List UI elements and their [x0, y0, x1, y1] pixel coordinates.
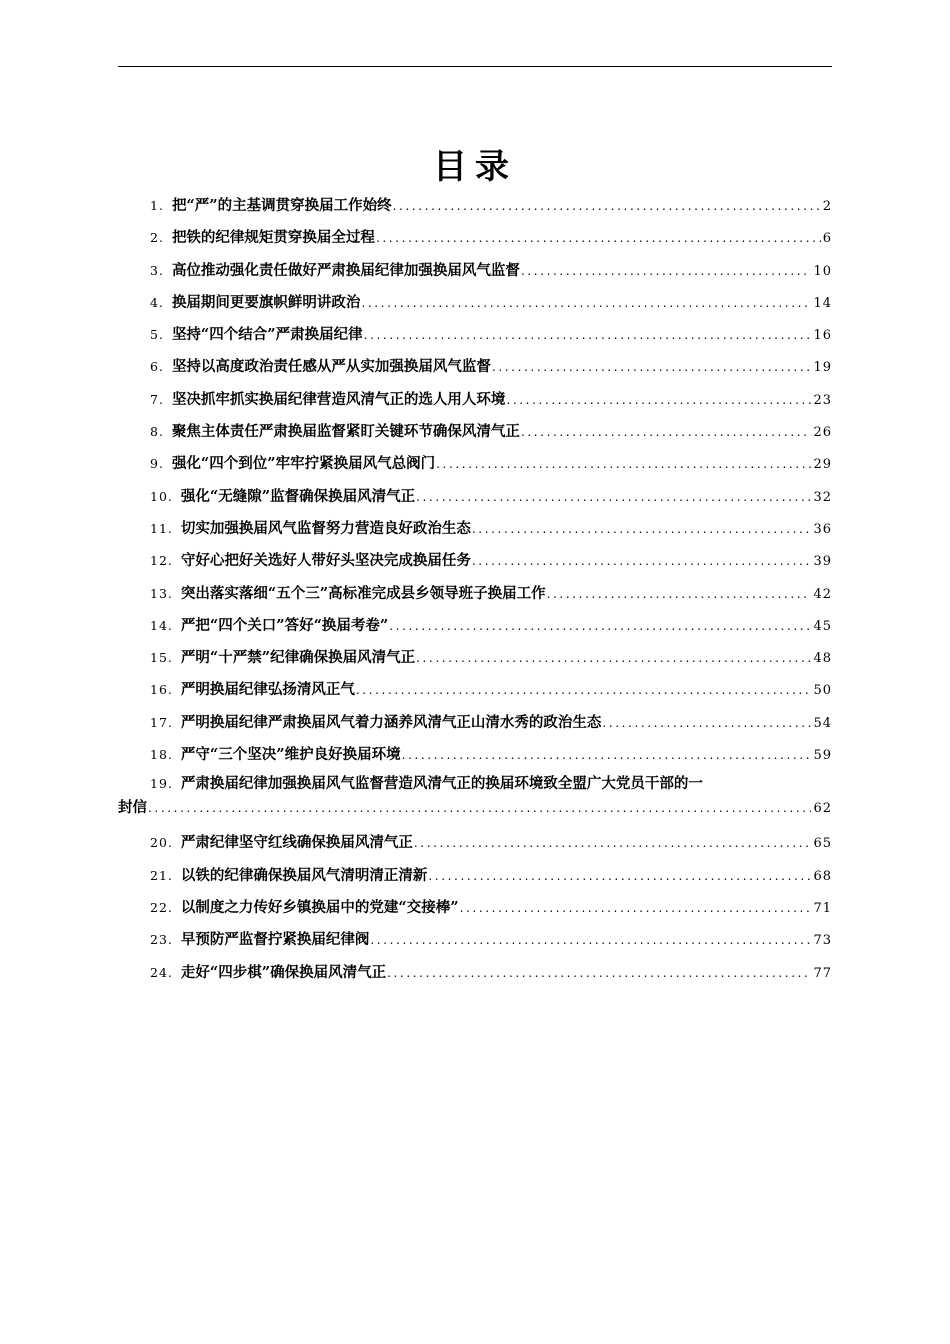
toc-entry-page: 36	[813, 521, 832, 537]
toc-entry-number: 24.	[150, 964, 173, 980]
toc-entry-page: 50	[813, 683, 832, 699]
toc-entry-number: 6.	[150, 359, 164, 375]
toc-entry[interactable]	[118, 416, 832, 448]
toc-entry-number: 11.	[150, 520, 173, 536]
toc-entry-page: 6	[822, 231, 832, 247]
toc-entry[interactable]	[118, 545, 832, 577]
toc-entry-title: 严把“四个关口”答好“换届考卷”	[180, 616, 389, 634]
toc-entry-number: 18.	[150, 747, 173, 763]
toc-entry-title: 高位推动强化责任做好严肃换届纪律加强换届风气监督	[171, 261, 520, 279]
toc-entry-page: 14	[813, 295, 832, 311]
toc-entry-number: 19.	[150, 776, 173, 792]
toc-entry-number: 23.	[150, 932, 173, 948]
toc-entry-title: 坚持以高度政治责任感从严从实加强换届风气监督	[171, 358, 491, 376]
toc-entry[interactable]	[118, 384, 832, 416]
toc-entry-title: 严明“十严禁”纪律确保换届风清气正	[180, 649, 416, 667]
toc-entry[interactable]	[118, 481, 832, 513]
toc-entry-page: 23	[813, 392, 832, 408]
toc-entry-title: 把“严”的主基调贯穿换届工作始终	[171, 197, 392, 214]
toc-entry[interactable]	[118, 739, 832, 771]
toc-entry-number: 8.	[150, 424, 164, 440]
toc-entry-title: 强化“四个到位”牢牢拧紧换届风气总阀门	[171, 455, 436, 473]
toc-entry-title: 严明换届纪律严肃换届风气着力涵养风清气正山清水秀的政治生态	[180, 713, 602, 731]
toc-entry-title: 守好心把好关选好人带好头坚决完成换届任务	[180, 552, 471, 570]
toc-entry[interactable]	[118, 827, 832, 859]
toc-entry[interactable]	[118, 957, 832, 989]
toc-entry-page: 71	[813, 900, 832, 916]
toc-dot-leader	[376, 222, 821, 254]
toc-entry-title: 强化“无缝隙”监督确保换届风清气正	[180, 487, 416, 505]
toc-entry[interactable]	[118, 287, 832, 319]
toc-entry-title: 严明换届纪律弘扬清风正气	[180, 681, 355, 699]
toc-entry-page: 48	[813, 651, 832, 667]
toc-entry-number: 1.	[150, 198, 164, 213]
toc-dot-leader	[370, 924, 811, 956]
toc-entry-continuation[interactable]	[118, 797, 832, 827]
toc-dot-leader	[356, 674, 812, 706]
toc-list	[118, 190, 832, 989]
toc-entry-title: 严肃换届纪律加强换届风气监督营造风清气正的换届环境致全盟广大党员干部的一	[180, 775, 703, 793]
toc-entry[interactable]	[118, 319, 832, 351]
toc-entry-title: 坚决抓牢抓实换届纪律营造风清气正的选人用人环境	[171, 390, 506, 408]
toc-dot-leader	[602, 707, 811, 739]
toc-dot-leader	[387, 957, 811, 989]
toc-entry-page: 19	[813, 360, 832, 376]
toc-dot-leader	[460, 892, 812, 924]
toc-entry-title: 把铁的纪律规矩贯穿换届全过程	[171, 229, 375, 247]
header-rule	[118, 66, 832, 67]
toc-dot-leader	[416, 481, 811, 513]
toc-dot-leader	[492, 351, 812, 383]
toc-dot-leader	[547, 578, 812, 610]
toc-entry-page: 42	[813, 586, 832, 602]
toc-entry-number: 22.	[150, 899, 173, 915]
toc-entry-page: 26	[813, 425, 832, 441]
toc-dot-leader	[389, 610, 811, 642]
toc-entry-number: 9.	[150, 456, 164, 472]
toc-dot-leader	[521, 255, 812, 287]
toc-entry-page: 54	[813, 715, 832, 731]
toc-entry[interactable]	[118, 707, 832, 739]
toc-entry-number: 10.	[150, 488, 173, 504]
toc-entry[interactable]	[118, 860, 832, 892]
toc-entry[interactable]	[118, 351, 832, 383]
toc-entry-page: 16	[813, 328, 832, 344]
toc-dot-leader	[472, 513, 812, 545]
toc-entry-number: 16.	[150, 682, 173, 698]
toc-entry[interactable]	[118, 222, 832, 254]
toc-entry[interactable]	[118, 924, 832, 956]
toc-entry[interactable]	[118, 771, 832, 797]
toc-entry-page: 2	[822, 199, 832, 214]
toc-entry-page: 10	[813, 263, 832, 279]
toc-dot-leader	[472, 545, 812, 577]
toc-entry-page: 32	[813, 489, 832, 505]
toc-entry[interactable]	[118, 642, 832, 674]
toc-entry-number: 15.	[150, 650, 173, 666]
toc-entry-number: 21.	[150, 867, 173, 883]
toc-dot-leader	[364, 319, 812, 351]
toc-entry-title: 严肃纪律坚守红线确保换届风清气正	[180, 834, 413, 852]
toc-dot-leader	[393, 190, 821, 222]
toc-entry-page: 29	[813, 457, 832, 473]
toc-entry-title: 聚焦主体责任严肃换届监督紧盯关键环节确保风清气正	[171, 423, 520, 441]
toc-entry-title-continued: 封信	[118, 799, 147, 817]
toc-entry[interactable]	[118, 190, 832, 222]
toc-entry-number: 7.	[150, 391, 164, 407]
toc-entry-title: 突出落实落细“五个三”高标准完成县乡领导班子换届工作	[180, 584, 546, 602]
toc-dot-leader	[402, 739, 812, 771]
toc-dot-leader	[148, 797, 811, 819]
toc-title: 目录	[433, 147, 517, 187]
toc-entry-title: 走好“四步棋”确保换届风清气正	[180, 963, 387, 981]
toc-entry-number: 13.	[150, 585, 173, 601]
toc-entry-title: 换届期间更要旗帜鲜明讲政治	[171, 293, 361, 311]
toc-entry-title: 严守“三个坚决”维护良好换届环境	[180, 746, 401, 764]
toc-dot-leader	[428, 860, 811, 892]
toc-entry[interactable]	[118, 892, 832, 924]
toc-entry-page: 59	[813, 748, 832, 764]
toc-entry-number: 17.	[150, 714, 173, 730]
toc-entry-title: 以铁的纪律确保换届风气清明清正清新	[180, 866, 428, 884]
toc-entry-page: 62	[813, 801, 832, 817]
toc-entry[interactable]	[118, 513, 832, 545]
toc-entry-title: 以制度之力传好乡镇换届中的党建“交接棒”	[180, 898, 459, 916]
toc-entry[interactable]	[118, 674, 832, 706]
toc-entry-page: 39	[813, 554, 832, 570]
toc-entry-title: 早预防严监督拧紧换届纪律阀	[180, 931, 370, 949]
toc-dot-leader	[506, 384, 811, 416]
toc-dot-leader	[416, 642, 811, 674]
toc-dot-leader	[361, 287, 811, 319]
toc-entry-page: 68	[813, 868, 832, 884]
toc-entry-title: 坚持“四个结合”严肃换届纪律	[171, 326, 363, 344]
toc-entry-number: 5.	[150, 327, 164, 343]
toc-dot-leader	[521, 416, 812, 448]
toc-entry[interactable]	[118, 448, 832, 480]
toc-entry-number: 14.	[150, 617, 173, 633]
toc-entry-page: 77	[813, 965, 832, 981]
toc-entry-page: 73	[813, 933, 832, 949]
toc-dot-leader	[436, 448, 811, 480]
toc-entry[interactable]	[118, 578, 832, 610]
toc-dot-leader	[414, 827, 812, 859]
toc-entry-page: 65	[813, 836, 832, 852]
toc-entry[interactable]	[118, 610, 832, 642]
toc-entry[interactable]	[118, 255, 832, 287]
toc-entry-title: 切实加强换届风气监督努力营造良好政治生态	[180, 519, 471, 537]
toc-entry-number: 3.	[150, 262, 164, 278]
toc-entry-number: 20.	[150, 835, 173, 851]
toc-entry-number: 2.	[150, 230, 164, 246]
toc-entry-number: 12.	[150, 553, 173, 569]
toc-entry-number: 4.	[150, 294, 164, 310]
toc-entry-page: 45	[813, 618, 832, 634]
